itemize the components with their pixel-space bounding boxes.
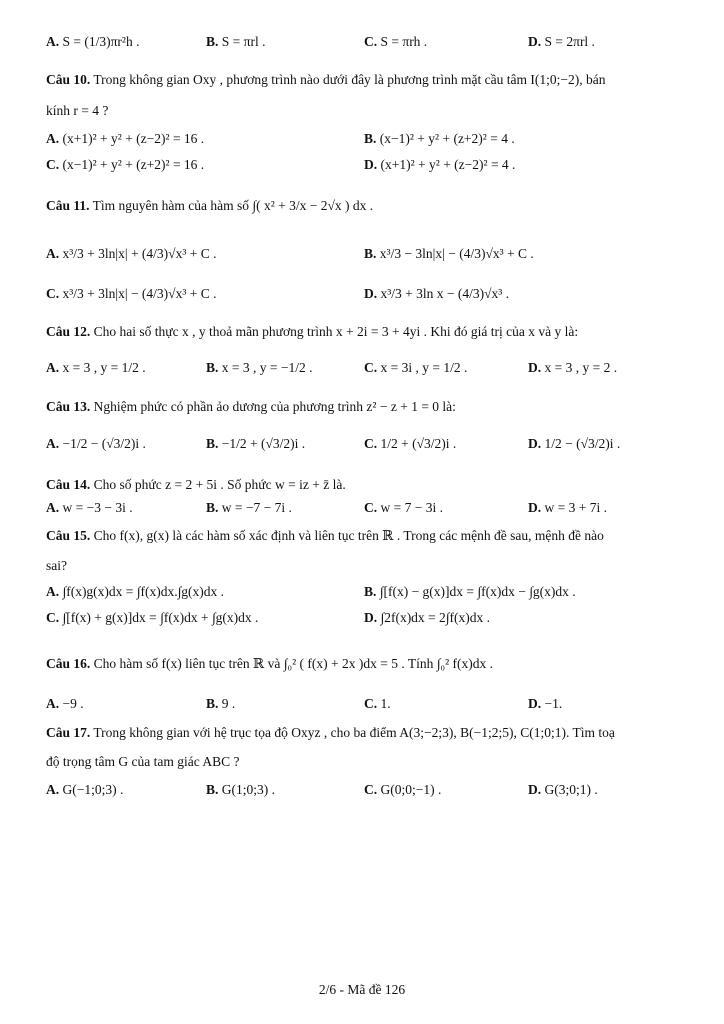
question-label: Câu 12. — [46, 324, 91, 339]
q12-option-c — [364, 360, 467, 376]
q16-option-c — [364, 696, 391, 712]
option-label: B. — [206, 500, 219, 515]
option-text: x³/3 + 3ln x − (4/3)√x³ . — [380, 286, 510, 301]
question-10-cont — [46, 101, 684, 121]
option-label: A. — [46, 500, 60, 515]
option-text: 1/2 + (√3/2)i . — [380, 436, 457, 451]
option-label: A. — [46, 34, 60, 49]
option-label: D. — [528, 782, 542, 797]
option-label: A. — [46, 782, 60, 797]
option-label: D. — [528, 696, 542, 711]
q13-option-c — [364, 436, 456, 452]
option-text: x = 3 , y = −1/2 . — [221, 360, 313, 375]
option-text: (x+1)² + y² + (z−2)² = 16 . — [62, 131, 205, 146]
question-label: Câu 15. — [46, 528, 91, 543]
option-text: S = 2πrl . — [544, 34, 595, 49]
option-label: C. — [364, 696, 378, 711]
option-text: w = 3 + 7i . — [544, 500, 607, 515]
option-text: w = −3 − 3i . — [62, 500, 133, 515]
q11-option-c — [46, 286, 217, 302]
option-text: G(1;0;3) . — [221, 782, 276, 797]
q9-option-a — [46, 34, 139, 50]
option-label: B. — [206, 696, 219, 711]
q14-option-a — [46, 500, 133, 516]
option-text: G(0;0;−1) . — [380, 782, 442, 797]
q17-option-b — [206, 782, 275, 798]
question-label: Câu 11. — [46, 198, 90, 213]
option-text: x³/3 + 3ln|x| + (4/3)√x³ + C . — [62, 246, 217, 261]
option-text: −1/2 + (√3/2)i . — [221, 436, 306, 451]
question-15 — [46, 526, 684, 546]
option-text: G(−1;0;3) . — [62, 782, 124, 797]
question-text: sai? — [46, 558, 67, 573]
question-12 — [46, 322, 684, 342]
question-text: Cho hàm số f(x) liên tục trên ℝ và ∫₀² ( f(x) + 2x )dx = 5 . Tính ∫₀² f(x)dx . — [93, 656, 494, 671]
option-text: w = 7 − 3i . — [380, 500, 443, 515]
option-label: B. — [206, 34, 219, 49]
q12-option-d — [528, 360, 617, 376]
option-text: (x−1)² + y² + (z+2)² = 4 . — [379, 131, 515, 146]
option-label: B. — [364, 246, 377, 261]
q9-option-b — [206, 34, 265, 50]
question-17 — [46, 723, 684, 743]
option-label: C. — [364, 34, 378, 49]
option-label: A. — [46, 246, 60, 261]
option-label: B. — [206, 782, 219, 797]
q13-option-d — [528, 436, 620, 452]
option-text: S = πrl . — [221, 34, 266, 49]
option-text: x = 3i , y = 1/2 . — [380, 360, 468, 375]
question-14 — [46, 475, 684, 495]
option-label: D. — [364, 157, 378, 172]
option-text: 1/2 − (√3/2)i . — [544, 436, 621, 451]
q16-option-a — [46, 696, 84, 712]
q13-option-a — [46, 436, 146, 452]
q17-option-d — [528, 782, 598, 798]
question-text: Cho hai số thực x , y thoả mãn phương trình x + 2i = 3 + 4yi . Khi đó giá trị của x và y là: — [93, 324, 579, 339]
q11-option-d — [364, 286, 509, 302]
q15-option-a — [46, 584, 224, 600]
q15-option-d — [364, 610, 490, 626]
page-footer: 2/6 - Mã đề 126 — [318, 982, 406, 997]
option-label: C. — [364, 782, 378, 797]
option-label: D. — [528, 34, 542, 49]
q10-option-c — [46, 157, 204, 173]
option-label: D. — [364, 286, 378, 301]
option-text: x = 3 , y = 2 . — [544, 360, 618, 375]
option-text: w = −7 − 7i . — [221, 500, 292, 515]
question-10 — [46, 70, 684, 90]
option-label: B. — [364, 584, 377, 599]
option-label: D. — [528, 360, 542, 375]
option-text: x³/3 − 3ln|x| − (4/3)√x³ + C . — [379, 246, 534, 261]
question-15-cont — [46, 556, 684, 576]
question-text: kính r = 4 ? — [46, 103, 109, 118]
question-text: Cho f(x), g(x) là các hàm số xác định và liên tục trên ℝ . Trong các mệnh đề sau, mệnh đề nào — [93, 528, 604, 543]
option-label: C. — [364, 360, 378, 375]
q10-option-d — [364, 157, 515, 173]
question-13 — [46, 397, 684, 417]
q9-option-d — [528, 34, 595, 50]
q10-option-b — [364, 131, 515, 147]
question-11 — [46, 196, 684, 216]
option-label: A. — [46, 696, 60, 711]
option-label: D. — [528, 436, 542, 451]
question-label: Câu 13. — [46, 399, 91, 414]
option-text: x = 3 , y = 1/2 . — [62, 360, 146, 375]
q14-option-d — [528, 500, 607, 516]
q13-option-b — [206, 436, 305, 452]
option-text: ∫2f(x)dx = 2∫f(x)dx . — [380, 610, 490, 625]
question-label: Câu 14. — [46, 477, 91, 492]
question-text: Cho số phức z = 2 + 5i . Số phức w = iz + z̄ là. — [93, 477, 346, 492]
option-text: x³/3 + 3ln|x| − (4/3)√x³ + C . — [62, 286, 217, 301]
q17-option-c — [364, 782, 441, 798]
question-text: Nghiệm phức có phần ảo dương của phương trình z² − z + 1 = 0 là: — [93, 399, 456, 414]
q12-option-b — [206, 360, 312, 376]
question-label: Câu 17. — [46, 725, 91, 740]
q16-option-d — [528, 696, 562, 712]
option-text: 1. — [380, 696, 391, 711]
q17-option-a — [46, 782, 123, 798]
question-17-cont — [46, 752, 684, 772]
option-text: ∫f(x)g(x)dx = ∫f(x)dx.∫g(x)dx . — [62, 584, 225, 599]
question-text: Tìm nguyên hàm của hàm số ∫( x² + 3/x − 2√x ) dx . — [92, 198, 374, 213]
option-label: C. — [364, 436, 378, 451]
option-label: D. — [364, 610, 378, 625]
q10-option-a — [46, 131, 204, 147]
option-text: −1/2 − (√3/2)i . — [62, 436, 146, 451]
q11-option-a — [46, 246, 217, 262]
option-text: −1. — [544, 696, 563, 711]
q11-option-b — [364, 246, 534, 262]
option-text: S = πrh . — [380, 34, 428, 49]
question-text: Trong không gian Oxy , phương trình nào dưới đây là phương trình mặt cầu tâm I(1;0;−2), bán — [93, 72, 606, 87]
question-label: Câu 16. — [46, 656, 91, 671]
q9-option-c — [364, 34, 427, 50]
q12-option-a — [46, 360, 146, 376]
q16-option-b — [206, 696, 235, 712]
option-text: (x+1)² + y² + (z−2)² = 4 . — [380, 157, 516, 172]
option-text: ∫[f(x) + g(x)]dx = ∫f(x)dx + ∫g(x)dx . — [62, 610, 259, 625]
q15-option-b — [364, 584, 576, 600]
option-text: (x−1)² + y² + (z+2)² = 16 . — [62, 157, 205, 172]
q14-option-b — [206, 500, 292, 516]
option-label: A. — [46, 131, 60, 146]
option-label: D. — [528, 500, 542, 515]
option-label: C. — [46, 610, 60, 625]
option-label: A. — [46, 360, 60, 375]
question-text: Trong không gian với hệ trục tọa độ Oxyz , cho ba điểm A(3;−2;3), B(−1;2;5), C(1;0;1). Tìm toạ — [93, 725, 615, 740]
option-label: C. — [46, 157, 60, 172]
question-label: Câu 10. — [46, 72, 91, 87]
option-label: B. — [206, 436, 219, 451]
option-label: B. — [206, 360, 219, 375]
option-text: 9 . — [221, 696, 236, 711]
option-text: −9 . — [62, 696, 84, 711]
option-label: C. — [46, 286, 60, 301]
q14-option-c — [364, 500, 443, 516]
option-text: S = (1/3)πr²h . — [62, 34, 140, 49]
question-text: độ trọng tâm G của tam giác ABC ? — [46, 754, 240, 769]
option-text: ∫[f(x) − g(x)]dx = ∫f(x)dx − ∫g(x)dx . — [379, 584, 576, 599]
option-label: A. — [46, 584, 60, 599]
option-text: G(3;0;1) . — [544, 782, 598, 797]
q15-option-c — [46, 610, 258, 626]
option-label: B. — [364, 131, 377, 146]
option-label: C. — [364, 500, 378, 515]
option-label: A. — [46, 436, 60, 451]
question-16 — [46, 654, 684, 674]
